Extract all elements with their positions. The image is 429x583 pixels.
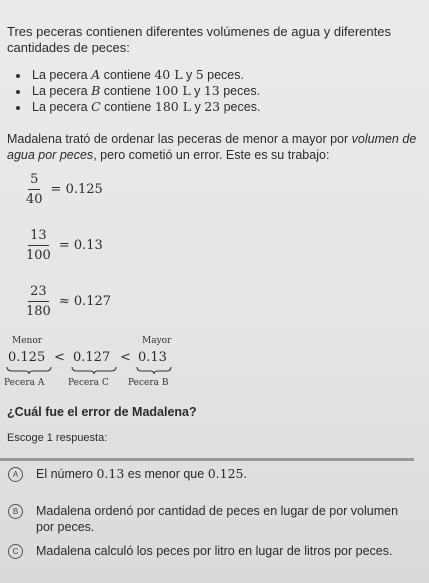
- less-than-sign: <: [54, 350, 65, 365]
- option-number: 0.125: [207, 466, 244, 481]
- fraction-denominator: 40: [26, 192, 43, 207]
- fraction-numerator: 23: [28, 284, 49, 302]
- fraction-numerator: 13: [28, 228, 49, 246]
- underbrace-icon: [71, 366, 117, 375]
- label-mayor: Mayor: [142, 336, 172, 346]
- ordered-value-3: 0.13: [138, 350, 167, 365]
- underbrace-icon: [6, 366, 52, 375]
- tank-label: Pecera C: [68, 378, 109, 388]
- tank-item-c: [12, 99, 260, 115]
- fraction-result: = 0.13: [58, 238, 103, 253]
- bullet-text: y: [182, 68, 196, 82]
- option-text: Madalena calculó los peces por litro en lugar de litros por peces.: [36, 544, 393, 558]
- tank-label: Pecera B: [128, 378, 169, 388]
- liters-value: 100: [154, 83, 179, 98]
- ordered-value-2: 0.127: [73, 350, 111, 365]
- fraction-numerator: 5: [28, 172, 40, 190]
- fish-value: 5: [195, 67, 204, 82]
- fraction-row-b: [24, 228, 103, 263]
- option-text: [36, 466, 408, 482]
- less-than-sign: <: [120, 350, 131, 365]
- option-text: Madalena ordenó por cantidad de peces en lugar de por volumen por peces.: [36, 504, 399, 534]
- fraction-row-a: [24, 172, 103, 207]
- option-letter-badge: A: [8, 467, 23, 482]
- liters-unit: L: [178, 99, 192, 114]
- option-text-part: es menor que: [124, 467, 208, 481]
- underbrace-icon: [136, 366, 172, 375]
- ordering-diagram: [4, 336, 204, 392]
- answer-option-b[interactable]: [8, 503, 408, 535]
- divider: [0, 458, 414, 461]
- bullet-text: La pecera: [32, 68, 92, 82]
- option-letter-badge: C: [8, 544, 23, 559]
- option-letter-badge: B: [8, 504, 23, 519]
- tank-list: [12, 67, 260, 115]
- fraction-result: = 0.125: [50, 182, 103, 197]
- option-text-part: .: [243, 467, 247, 481]
- fraction: [24, 228, 53, 263]
- choose-instruction: Escoge 1 respuesta:: [7, 432, 108, 444]
- answer-option-a[interactable]: [8, 466, 408, 482]
- ordered-value-1: 0.125: [8, 350, 46, 365]
- problem-intro: Tres peceras contienen diferentes volúmenes de agua y diferentes cantidades de peces:: [7, 24, 391, 55]
- bullet-text: La pecera: [32, 84, 92, 98]
- bullet-text: contiene: [100, 100, 155, 114]
- fish-value: 13: [203, 83, 220, 98]
- bullet-text: peces.: [203, 68, 244, 82]
- bullet-text: y: [190, 84, 204, 98]
- liters-unit: L: [178, 83, 191, 98]
- paragraph-emphasis: volumen de agua por peces: [7, 132, 417, 162]
- tank-label: Pecera A: [4, 378, 45, 388]
- liters-value: 180: [154, 99, 179, 114]
- tank-item-a: [12, 67, 260, 83]
- bullet-text: peces.: [219, 84, 261, 98]
- label-menor: Menor: [12, 336, 43, 346]
- bullet-text: peces.: [220, 100, 261, 114]
- liters-value: 40: [154, 67, 171, 82]
- fish-value: 23: [204, 99, 221, 114]
- paragraph-text: Madalena trató de ordenar las peceras de menor a mayor por: [7, 132, 352, 146]
- fraction-result: ≈ 0.127: [58, 294, 112, 309]
- option-text-part: El número: [36, 467, 97, 481]
- bullet-text: contiene: [100, 84, 155, 98]
- bullet-text: contiene: [100, 68, 155, 82]
- liters-unit: L: [170, 67, 183, 82]
- fraction: [24, 284, 53, 319]
- answer-option-c[interactable]: [8, 543, 408, 559]
- question-text: ¿Cuál fue el error de Madalena?: [7, 405, 197, 419]
- tank-letter: C: [91, 99, 101, 114]
- work-description: [7, 131, 417, 163]
- paragraph-text: , pero cometió un error. Este es su trabajo:: [93, 148, 330, 162]
- tank-letter: B: [91, 83, 101, 98]
- bullet-text: y: [191, 100, 205, 114]
- bullet-text: La pecera: [32, 100, 92, 114]
- fraction: [24, 172, 45, 207]
- fraction-denominator: 100: [26, 248, 51, 263]
- tank-item-b: [12, 83, 260, 99]
- fraction-row-c: [24, 284, 111, 319]
- fraction-denominator: 180: [26, 304, 51, 319]
- option-number: 0.13: [96, 466, 125, 481]
- tank-letter: A: [91, 67, 101, 82]
